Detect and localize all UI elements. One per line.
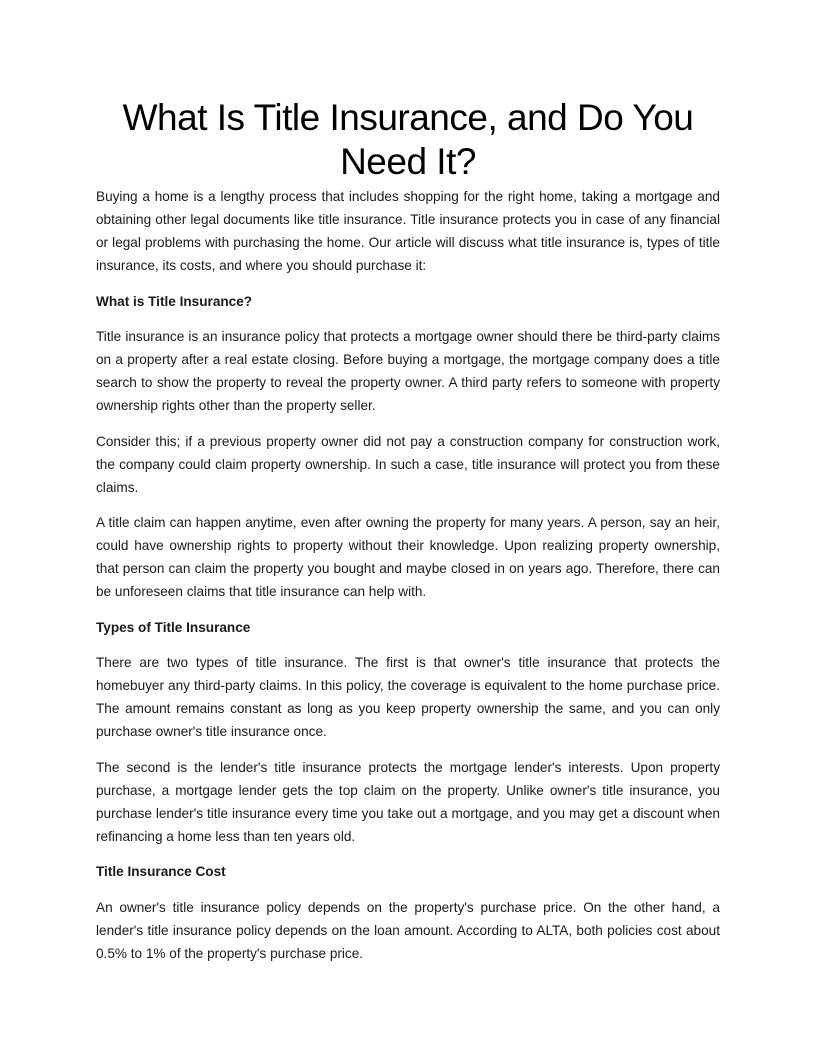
- intro-paragraph: Buying a home is a lengthy process that includes shopping for the right home, taking a mortgage and obtaining other legal documents like title insurance. Title insurance protects you in case of any financial or legal problems with purchasing the home. Our article will discuss what title insurance is, types of title insurance, its costs, and where you should purchase it:: [96, 189, 720, 273]
- paragraph: There are two types of title insurance. The first is that owner's title insurance that protects the homebuyer any third-party claims. In this policy, the coverage is equivalent to the home purchase price. The amount remains constant as long as you keep property ownership the same, and you can only purchase owner's title insurance once.: [96, 655, 720, 739]
- paragraph: Title insurance is an insurance policy that protects a mortgage owner should there be third-party claims on a property after a real estate closing. Before buying a mortgage, the mortgage company does a title search to show the property to reveal the property owner. A third party refers to someone with property ownership rights other than the property seller.: [96, 329, 720, 413]
- section-heading-what-is: What is Title Insurance?: [96, 293, 253, 309]
- section-heading-types: Types of Title Insurance: [96, 619, 251, 635]
- document-page: [96, 96, 720, 977]
- paragraph: An owner's title insurance policy depends on the property's purchase price. On the other hand, a lender's title insurance policy depends on the loan amount. According to ALTA, both policies cost about 0.5% to 1% of the property's purchase price.: [96, 899, 720, 961]
- document-title: What Is Title Insurance, and Do You Need It?: [122, 97, 694, 182]
- paragraph: Consider this; if a previous property owner did not pay a construction company for construction work, the company could claim property ownership. In such a case, title insurance will protect you from these claims.: [96, 433, 720, 495]
- section-heading-cost: Title Insurance Cost: [96, 864, 226, 879]
- paragraph: A title claim can happen anytime, even after owning the property for many years. A person, say an heir, could have ownership rights to property without their knowledge. Upon realizing property ownership, that person can claim the property you bought and maybe closed in on years ago. Therefore, there can be unforeseen claims that title insurance can help with.: [96, 515, 720, 599]
- paragraph: The second is the lender's title insurance protects the mortgage lender's interests. Upon property purchase, a mortgage lender gets the top claim on the property. Unlike owner's title insurance, you purchase lender's title insurance every time you take out a mortgage, and you may get a discount when refinancing a home less than ten years old.: [96, 759, 720, 844]
